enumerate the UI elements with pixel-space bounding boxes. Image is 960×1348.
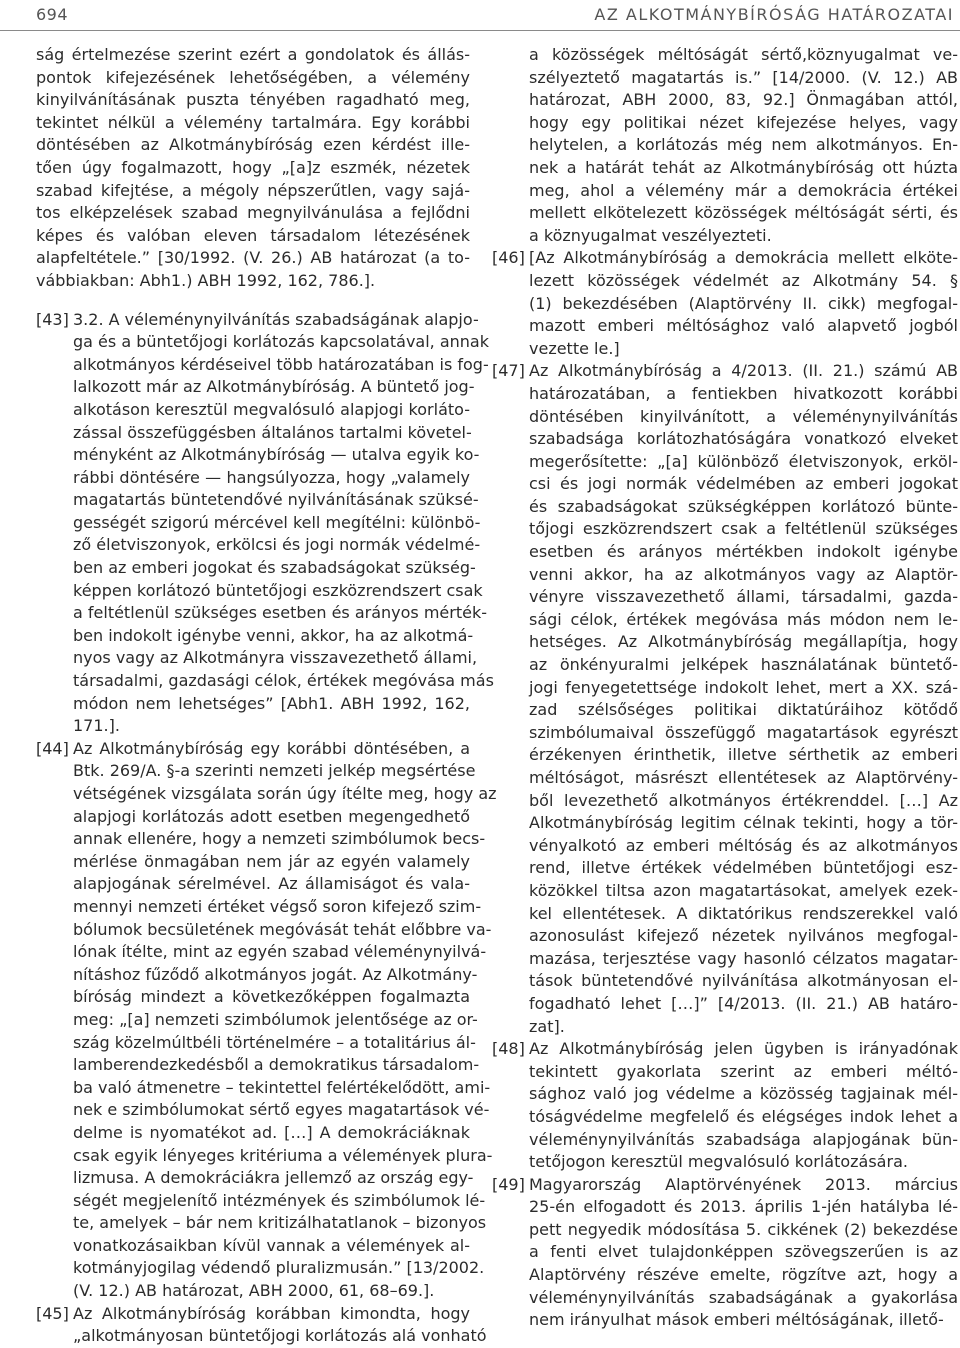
text-line — [36, 180, 470, 203]
line-text: határozatában, a fentiekben hivatkozott korábbi — [529, 383, 958, 403]
line-text: véleménynyilvánítás szabadságának a gyakorlása — [529, 1287, 958, 1307]
line-text: helytelen, a korlátozás még nem alkotmányos. En- — [529, 135, 958, 155]
line-text: Alaptörvény részéve emelte, rögzítve azt, hogy a — [529, 1265, 958, 1285]
line-text: megerősítette: „[a] különböző életviszonyok, erköl- — [529, 451, 958, 471]
line-text: 171.]. — [73, 716, 120, 736]
line-text: a közösségek méltóságát sértő,köznyugalmat ve- — [529, 45, 958, 64]
line-text: 25-én elfogadott és 2013. április 1-jén hatályba lé- — [529, 1197, 958, 1217]
text-line — [73, 986, 470, 1009]
line-text: alkotáson keresztül megvalósuló alapjogi korláto- — [73, 399, 470, 419]
text-line — [529, 564, 958, 587]
text-line — [529, 1309, 958, 1332]
text-line — [73, 1009, 478, 1032]
line-text: ben az emberi jogokat és szabadságokat szükség- — [73, 558, 476, 578]
text-line — [529, 1083, 958, 1106]
line-text: szimbólumaival összefüggő magatartások egyrészt — [529, 722, 958, 742]
page-header — [0, 0, 960, 31]
right-column — [492, 44, 958, 1332]
text-line — [529, 1219, 958, 1242]
text-line — [529, 1016, 958, 1039]
line-text: hogy egy politikai nézet kifejezése helyes, vagy — [529, 112, 958, 132]
text-line — [529, 677, 958, 700]
text-line — [73, 896, 482, 919]
line-text: ság értelmezése szerint ezért a gondolatok és állás- — [36, 45, 470, 64]
text-line — [529, 44, 958, 67]
line-text: kinyilvánításának puszta tényében ragadható meg, — [36, 90, 470, 110]
text-line — [529, 1241, 958, 1264]
paragraph-spacer — [36, 293, 470, 309]
line-text: nek a határát tehát az Alkotmánybíróság ott húzta — [529, 157, 958, 177]
text-line — [529, 293, 958, 316]
line-text: tetőjogon keresztül megvalósuló korlátozására. — [529, 1152, 908, 1172]
paragraph-45 — [36, 1303, 487, 1348]
line-text: fogadható lehet […]” [4/2013. (II. 21.) AB határo- — [529, 993, 958, 1013]
line-text: sági célok, értékek megóvása más módon nem le- — [529, 609, 958, 629]
line-text: tekintett gyakorlata szerint az emberi méltó- — [529, 1061, 958, 1081]
text-line — [73, 1077, 491, 1100]
text-line — [73, 625, 474, 648]
text-line — [36, 89, 470, 112]
text-line — [73, 354, 489, 377]
paragraph-49 — [492, 1174, 958, 1332]
paragraph-continuation-right — [492, 44, 958, 247]
text-line — [73, 760, 476, 783]
text-line — [73, 1167, 474, 1190]
text-line — [73, 851, 470, 874]
line-text: érzékenyen érinthetik, illetve sérthetik az emberi — [529, 745, 958, 765]
line-text: társadalmi, gazdasági célok, értékek megóvása más — [73, 671, 494, 691]
text-line — [73, 828, 486, 851]
line-text: ményként az Alkotmánybíróság — utalva egyik ko- — [73, 445, 480, 465]
text-line — [73, 602, 488, 625]
text-line — [73, 331, 489, 354]
text-line — [73, 580, 483, 603]
text-line — [73, 873, 470, 896]
line-text: tően úgy fogalmazott, hogy „[a]z eszmék, nézetek — [36, 157, 470, 177]
line-text: az önkényuralmi jelképek használatának büntető- — [529, 655, 958, 675]
text-line — [492, 360, 958, 383]
line-text: mérlése önmagában nem jár az egyén valamely — [73, 851, 470, 871]
text-line — [36, 202, 470, 225]
text-line — [529, 383, 958, 406]
paragraph-46 — [492, 247, 958, 360]
text-line — [36, 157, 470, 180]
line-text: pontok kifejezésének lehetőségében, a vélemény — [36, 67, 470, 87]
text-line — [529, 699, 958, 722]
line-text: vonatkozásaikban kívül vannak a vélemények al- — [73, 1235, 470, 1255]
text-line — [73, 670, 494, 693]
line-text: mennyi nemzeti értéket végső soron kifejező szim- — [73, 896, 482, 916]
text-line — [529, 67, 958, 90]
paragraph-43 — [36, 309, 494, 738]
line-text: Az Alkotmánybíróság egy korábbi döntésében, a — [73, 738, 470, 758]
text-line — [529, 586, 958, 609]
text-line — [529, 1106, 958, 1129]
line-text: alapfeltétele.” [30/1992. (V. 26.) AB határozat (a to- — [36, 248, 470, 268]
line-text: rend, illetve értékek védelmében büntetőjogi esz- — [529, 858, 958, 878]
line-text: 3.2. A véleménynyilvánítás szabadságának alapjo- — [73, 309, 479, 329]
text-line — [36, 44, 470, 67]
text-line — [529, 1264, 958, 1287]
line-text: döntésében kinyilvánított, a véleménynyilvánítás — [529, 406, 958, 426]
line-text: lamberendezkedésből a demokratikus társadalom- — [73, 1055, 480, 1075]
line-text: csak egyik lényeges kritériuma a vélemények plura- — [73, 1145, 493, 1165]
paragraph-number: [47] — [492, 361, 525, 381]
text-line — [36, 112, 470, 135]
text-line — [36, 225, 470, 248]
line-text: mazása, terjesztése vagy hasonló célzatos magatar- — [529, 948, 958, 968]
text-line — [529, 722, 958, 745]
text-line — [492, 247, 958, 270]
text-line — [529, 654, 958, 677]
line-text: meg: „[a] nemzeti szimbólumok jelentősége az or- — [73, 1009, 478, 1029]
paragraph-continuation — [36, 44, 470, 293]
text-line — [36, 1303, 470, 1326]
text-line — [529, 270, 958, 293]
text-line — [73, 1032, 476, 1055]
line-text: csi és jogi normák védelmében az emberi jogokat — [529, 474, 958, 494]
text-line — [73, 783, 497, 806]
left-column — [36, 44, 497, 1348]
text-line — [529, 473, 958, 496]
line-text: módon nem lehetséges” [Abh1. ABH 1992, 162, — [73, 693, 470, 713]
paragraph-48 — [492, 1038, 958, 1174]
line-text: Az Alkotmánybíróság korábban kimondta, hogy — [73, 1303, 470, 1323]
line-text: képpen korlátozó büntetőjogi eszközrendszert csak — [73, 580, 483, 600]
line-text: a fenti elvet tulajdonképpen szövegszerűen is az — [529, 1242, 958, 1262]
line-text: Magyarország Alaptörvényének 2013. március — [529, 1174, 958, 1194]
line-text: te, amelyek – bár nem kritizálhatatlanok – bizonyos — [73, 1213, 487, 1233]
text-line — [529, 225, 958, 248]
text-line — [36, 309, 479, 332]
text-line — [529, 89, 958, 112]
line-text: véleménynyilvánítás szabadsága alapjogának bün- — [529, 1129, 958, 1149]
text-line — [529, 631, 958, 654]
paragraph-number: [45] — [36, 1303, 69, 1323]
text-line — [73, 1145, 493, 1168]
line-text: annak ellenére, hogy a nemzeti szimbólumok becs- — [73, 829, 486, 849]
text-line — [73, 1235, 470, 1258]
line-text: meg, ahol a vélemény már a demokrácia értékei — [529, 180, 958, 200]
line-text: vezette le.] — [529, 338, 620, 358]
line-text: zat]. — [529, 1016, 565, 1036]
line-text: magatartás büntetendővé nyilvánításának szüksé- — [73, 490, 479, 510]
text-line — [529, 406, 958, 429]
text-line — [36, 134, 470, 157]
text-line — [73, 1122, 470, 1145]
line-text: bíróság mindezt a következőképpen fogalmazta — [73, 987, 470, 1007]
page-number: 694 — [36, 5, 69, 24]
line-text: Alkotmánybíróság legitim célnak tekinti, hogy a tör- — [529, 813, 958, 833]
line-text: szabad kifejtése, a mégoly népszerűtlen, vagy sajá- — [36, 180, 470, 200]
line-text: jogi fenyegetettsége indokolt lehet, mert a XX. szá- — [529, 677, 958, 697]
paragraph-number: [44] — [36, 738, 69, 758]
text-line — [73, 1099, 490, 1122]
line-text: szélyeztető magatartás is.” [14/2000. (V. 12.) AB — [529, 67, 958, 87]
line-text: kotmányjogilag védendő pluralizmusán.” [13/2002. — [73, 1258, 485, 1278]
text-line — [73, 647, 478, 670]
line-text: nem irányulhat mások emberi méltóságának, illető- — [529, 1310, 944, 1330]
text-line — [73, 693, 470, 716]
line-text: alkotmányos kérdéseivel több határozatában is fog- — [73, 354, 489, 374]
line-text: tőjogi eszközrendszert csak a feltétlenül szükséges — [529, 519, 958, 539]
line-text: képes és valóban eleven társadalom létezésének — [36, 225, 470, 245]
line-text: sághoz való jog védelme a közösség tagjainak mél- — [529, 1084, 958, 1104]
line-text: nyos vagy az Alkotmányra visszavezethető állami, — [73, 648, 478, 668]
paragraph-44 — [36, 738, 497, 1303]
text-line — [529, 112, 958, 135]
line-text: mazott emberi méltósághoz való alapvető jogból — [529, 316, 958, 336]
text-line — [529, 518, 958, 541]
text-line — [529, 903, 958, 926]
line-text: hetséges. Az Alkotmánybíróság megállapítja, hogy — [529, 632, 958, 652]
text-line — [73, 1054, 480, 1077]
line-text: Az Alkotmánybíróság a 4/2013. (II. 21.) számú AB — [529, 361, 958, 381]
text-line — [492, 1174, 958, 1197]
line-text: mellett elkötelezett közösségek méltóságát sérti, és — [529, 203, 958, 223]
text-line — [36, 67, 470, 90]
line-text: lezett közösségek védelmét az Alkotmány 54. § — [529, 270, 958, 290]
text-line — [529, 451, 958, 474]
text-line — [73, 1212, 487, 1235]
text-line — [529, 835, 958, 858]
line-text: lalkozott már az Alkotmánybíróság. A büntető jog- — [73, 377, 475, 397]
text-line — [73, 806, 470, 829]
text-line — [73, 1190, 486, 1213]
text-line — [73, 1280, 470, 1303]
line-text: szabadsága korlátozhatóságára vonatkozó elveket — [529, 429, 958, 449]
text-line — [73, 1257, 485, 1280]
line-text: a köznyugalmat veszélyezteti. — [529, 225, 772, 245]
line-text: kel ellentétesek. A diktatórikus rendszerekkel való — [529, 903, 958, 923]
text-line — [73, 512, 481, 535]
line-text: vábbiakban: Abh1.) ABH 1992, 162, 786.]. — [36, 270, 376, 290]
text-line — [529, 609, 958, 632]
line-text: esetben és arányos mértékben indokolt igénybe — [529, 542, 958, 562]
line-text: tóságvédelme megfelelő és elégséges indok lehet a — [529, 1106, 958, 1126]
text-line — [529, 1287, 958, 1310]
line-text: tások büntetendővé nyilvánítása alkotmányosan el- — [529, 971, 958, 991]
line-text: ségét megjelenítő intézmények és szimbólumok lé- — [73, 1190, 486, 1210]
text-line — [529, 925, 958, 948]
line-text: ben indokolt igénybe venni, akkor, ha az alkotmá- — [73, 625, 474, 645]
text-line — [529, 202, 958, 225]
paragraph-number: [49] — [492, 1174, 525, 1194]
text-line — [529, 1129, 958, 1152]
line-text: és szabadságokat szükségképpen korlátozó bünte- — [529, 496, 958, 516]
line-text: szág közelmúltbéli történelmére – a totalitárius ál- — [73, 1032, 476, 1052]
text-line — [529, 880, 958, 903]
text-line — [492, 1038, 958, 1061]
line-text: [Az Alkotmánybíróság a demokrácia mellett elköte- — [529, 248, 958, 268]
line-text: nek e szimbólumokat sértő egyes magatartások vé- — [73, 1100, 490, 1120]
line-text: ző életviszonyok, erkölcsi és jogi normák védelmé- — [73, 535, 481, 555]
text-line — [73, 557, 476, 580]
text-line — [529, 993, 958, 1016]
text-line — [73, 941, 487, 964]
line-text: vényalkotó az emberi méltóság és az alkotmányos — [529, 835, 958, 855]
text-line — [529, 541, 958, 564]
line-text: ba való átmenetre – tekintettel felértékelődött, ami- — [73, 1077, 491, 1097]
line-text: ből levezethető alkotmányos értékrenddel. […] Az — [529, 790, 958, 810]
text-line — [529, 970, 958, 993]
line-text: lizmusa. A demokráciákra jellemző az ország egy- — [73, 1168, 474, 1188]
text-line — [529, 180, 958, 203]
line-text: alapjogának sérelmével. Az államiságot és vala- — [73, 874, 470, 894]
paragraph-47 — [492, 360, 958, 1038]
text-line — [73, 489, 479, 512]
paragraph-number: [43] — [36, 309, 69, 329]
line-text: közökkel tiltsa azon magatartásokat, amelyek ezek- — [529, 880, 958, 900]
line-text: határozat, ABH 2000, 83, 92.] Önmagában attól, — [529, 90, 958, 110]
text-line — [73, 467, 470, 490]
text-line — [73, 399, 470, 422]
line-text: tekintet nélkül a vélemény tartalmára. Egy korábbi — [36, 112, 470, 132]
line-text: vényre visszavezethető állami, társadalmi, gazda- — [529, 587, 958, 607]
text-line — [73, 376, 475, 399]
line-text: (1) bekezdésében (Alaptörvény II. cikk) megfogal- — [529, 293, 958, 313]
text-line — [529, 157, 958, 180]
text-line — [73, 534, 481, 557]
line-text: méltóságot, másrészt ellentétesek az Alaptörvény- — [529, 768, 958, 787]
line-text: Az Alkotmánybíróság jelen ügyben is irányadónak — [529, 1039, 958, 1059]
text-line — [73, 444, 480, 467]
line-text: gességét szigorú mércével kell megítélni: különbö- — [73, 512, 481, 532]
text-line — [529, 1151, 958, 1174]
line-text: azonosulást kifejező nézetek nyilvános megfogal- — [529, 926, 958, 946]
line-text: lónak ítélte, mint az egyén szabad véleménynyilvá- — [73, 942, 487, 962]
line-text: nításhoz fűződő alkotmányos jogát. Az Alkotmány- — [73, 964, 478, 984]
paragraph-number: [48] — [492, 1039, 525, 1059]
line-text: tos elképzelések szabad megnyilvánulása a fejlődni — [36, 203, 470, 223]
line-text: zad szélsőséges politikai diktatúráihoz kötődő — [529, 700, 958, 720]
text-line — [529, 1061, 958, 1084]
text-line — [529, 496, 958, 519]
line-text: rábbi döntésére — hangsúlyozza, hogy „valamely — [73, 467, 470, 487]
line-text: venni akkor, ha az alkotmányos vagy az Alaptör- — [529, 564, 958, 584]
text-line — [73, 919, 492, 942]
text-line — [73, 422, 470, 445]
paragraph-number: [46] — [492, 248, 525, 268]
text-line — [529, 338, 958, 361]
text-line — [529, 134, 958, 157]
running-title: AZ ALKOTMÁNYBÍRÓSÁG HATÁROZATAI — [594, 5, 954, 24]
line-text: pett negyedik módosítása 5. cikkének (2) bekezdése — [529, 1219, 958, 1239]
line-text: döntésében az Alkotmánybíróság ezen kérdést ille- — [36, 135, 470, 155]
text-line — [36, 270, 470, 293]
text-line — [529, 428, 958, 451]
text-line — [529, 767, 958, 790]
line-text: ga és a büntetőjogi korlátozás kapcsolatával, annak — [73, 332, 489, 352]
text-line — [73, 715, 470, 738]
line-text: alapjogi korlátozás adott esetben megengedhető — [73, 806, 470, 826]
line-text: zással összefüggésben általános tartalmi követel- — [73, 422, 472, 442]
text-line — [529, 948, 958, 971]
line-text: a feltétlenül szükséges esetben és arányos mérték- — [73, 603, 488, 623]
line-text: delme is nyomatékot ad. […] A demokráciáknak — [73, 1122, 470, 1142]
text-line — [529, 1196, 958, 1219]
text-line — [529, 744, 958, 767]
text-line — [529, 857, 958, 880]
line-text: „alkotmányosan büntetőjogi korlátozás alá vonható — [73, 1326, 487, 1346]
text-line — [529, 812, 958, 835]
text-line — [73, 1325, 487, 1348]
text-line — [36, 247, 470, 270]
text-line — [36, 738, 470, 761]
text-line — [73, 964, 478, 987]
line-text: bólumok becsületének megóvását tehát előbbre va- — [73, 919, 492, 939]
line-text: Btk. 269/A. §-a szerinti nemzeti jelkép megsértése — [73, 761, 476, 781]
line-text: vétségének vizsgálata során úgy ítélte meg, hogy az — [73, 784, 497, 803]
text-line — [529, 315, 958, 338]
text-line — [529, 790, 958, 813]
line-text: (V. 12.) AB határozat, ABH 2000, 61, 68–69.]. — [73, 1281, 435, 1301]
